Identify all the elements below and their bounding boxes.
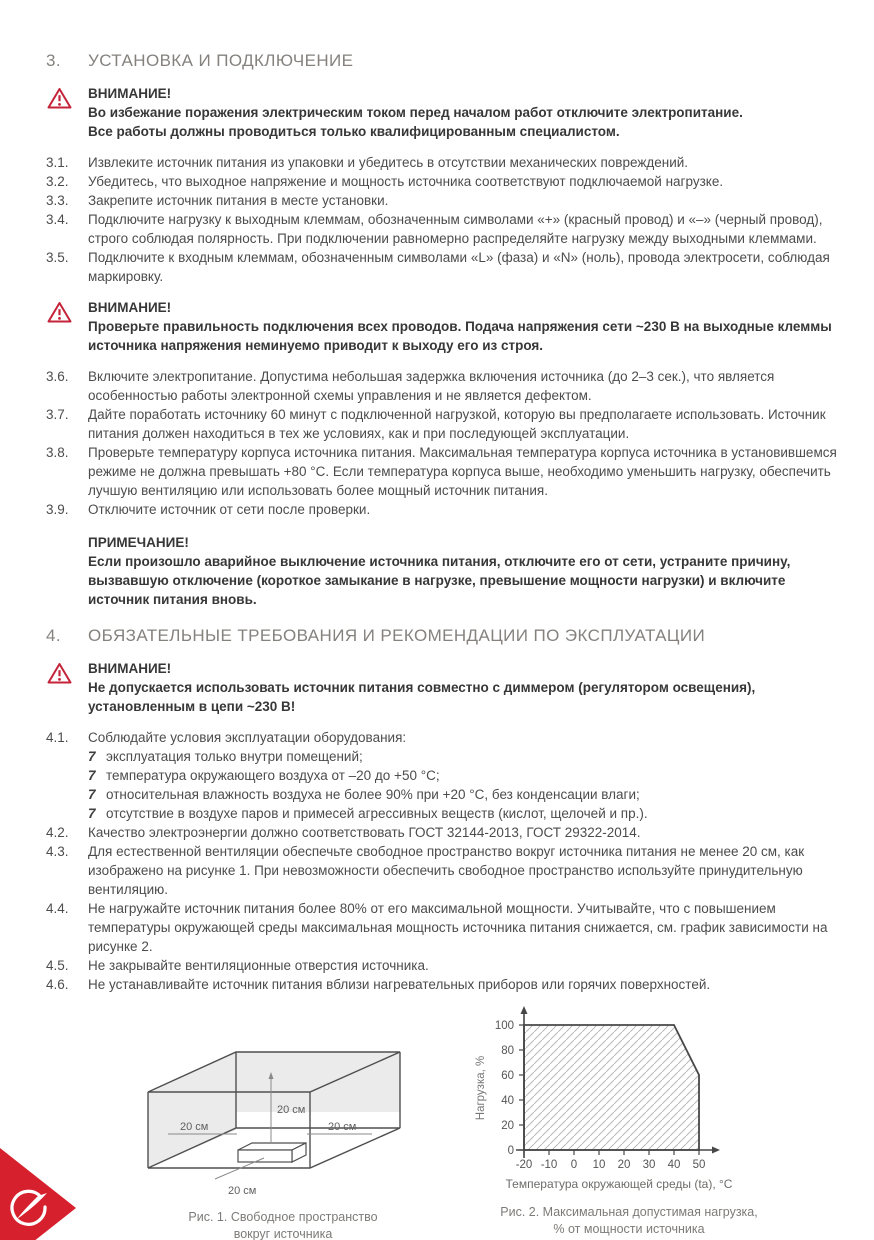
warning-block-2 [46, 298, 840, 355]
room-clearance-drawing [118, 1000, 448, 1200]
x-tick: -10 [540, 1159, 558, 1171]
warning1-line2: Все работы должны проводиться только квалифицированным специалистом. [88, 124, 620, 139]
x-tick: 50 [692, 1159, 706, 1171]
arrow-bullet-icon: 7 [88, 787, 96, 802]
section4-title: ОБЯЗАТЕЛЬНЫЕ ТРЕБОВАНИЯ И РЕКОМЕНДАЦИИ ПО ЭКСПЛУАТАЦИИ [88, 626, 706, 645]
list-item: 3.6. Включите электропитание. Допустима небольшая задержка включения источника (до 2–3 сек.), что является особенностью работы электронной схемы управления и не является дефектом. [46, 369, 775, 403]
y-tick: 80 [501, 1045, 514, 1057]
figure2-caption: Рис. 2. Максимальная допустимая нагрузка, % от мощности источника [500, 1205, 758, 1236]
figures-row [46, 1000, 840, 1240]
brand-logo [0, 1148, 80, 1240]
list-item: 3.3. Закрепите источник питания в месте установки. [46, 193, 389, 208]
bullet-item: 7 отсутствие в воздухе паров и примесей агрессивных веществ (кислот, щелочей и пр.). [88, 806, 648, 821]
y-tick: 40 [501, 1095, 514, 1107]
section3-title: УСТАНОВКА И ПОДКЛЮЧЕНИЕ [88, 51, 354, 70]
warning2-label: ВНИМАНИЕ! [88, 300, 172, 315]
arrow-bullet-icon: 7 [88, 749, 96, 764]
list-item: 3.8. Проверьте температуру корпуса источника питания. Максимальная температура корпуса источника в установившемся режиме не должна превышать +80 °C. Если температура корпуса выше, необходимо уменьшить нагрузку, обеспечить лучшую вентиляцию или использовать более мощный источник питания. [46, 445, 837, 498]
list-item: 3.4. Подключите нагрузку к выходным клеммам, обозначенным символами «+» (красный провод) и «–» (черный провод), строго соблюдая полярность. При подключении равномерно распределяйте нагрузку между выходными клеммами. [46, 212, 823, 246]
x-tick: 10 [592, 1159, 606, 1171]
figure1-clearance-diagram [118, 1000, 448, 1240]
list-item: 3.5. Подключите к входным клеммам, обозначенным символами «L» (фаза) и «N» (ноль), провода электросети, соблюдая маркировку. [46, 250, 830, 284]
y-tick: 60 [501, 1070, 514, 1082]
note-label: ПРИМЕЧАНИЕ! [88, 535, 189, 550]
list-3-6-to-3-9 [46, 367, 840, 519]
bullet-item: 7 эксплуатация только внутри помещений; [88, 749, 363, 764]
warning-triangle-icon [46, 298, 88, 355]
warning-triangle-icon [46, 84, 88, 141]
warning3-text: Не допускается использовать источник питания совместно с диммером (регулятором освещения), установленным в цепи ~230 В! [88, 680, 756, 714]
allowed-load-area [524, 1025, 699, 1150]
y-tick: 100 [494, 1020, 514, 1032]
list-item: 3.7. Дайте поработать источнику 60 минут с подключенной нагрузкой, которую вы предполагаете использовать. Источник питания должен находиться в тех же условиях, как и при последующей эксплуатации. [46, 407, 826, 441]
warning1-line1: Во избежание поражения электрическим током перед началом работ отключите электропитание. [88, 105, 743, 120]
list-4-1-to-4-6 [46, 728, 840, 994]
warning2-text: Проверьте правильность подключения всех проводов. Подача напряжения сети ~230 В на выходные клеммы источника напряжения неминуемо приводит к выходу его из строя. [88, 319, 832, 353]
note-block [46, 533, 840, 609]
list-item: 3.9. Отключите источник от сети после проверки. [46, 502, 371, 517]
warning-triangle-icon [46, 659, 88, 716]
y-axis-label: Нагрузка, % [475, 1055, 487, 1121]
arrow-bullet-icon: 7 [88, 806, 96, 821]
section4-number: 4. [46, 626, 61, 645]
list-item: 4.2. Качество электроэнергии должно соответствовать ГОСТ 32144-2013, ГОСТ 29322-2014. [46, 825, 641, 840]
dim-label-left: 20 см [180, 1121, 209, 1133]
list-item: 3.1. Извлеките источник питания из упаковки и убедитесь в отсутствии механических повреждений. [46, 155, 689, 170]
section4-heading [46, 625, 840, 647]
warning3-label: ВНИМАНИЕ! [88, 661, 172, 676]
y-tick: 0 [507, 1145, 514, 1157]
x-tick: 30 [642, 1159, 656, 1171]
list-item: 3.2. Убедитесь, что выходное напряжение и мощность источника соответствуют подключаемой нагрузке. [46, 174, 724, 189]
dim-label-up: 20 см [277, 1104, 306, 1116]
arrow-bullet-icon: 7 [88, 768, 96, 783]
list-3-1-to-3-5 [46, 153, 840, 286]
list-item: 4.3. Для естественной вентиляции обеспечьте свободное пространство вокруг источника питания не менее 20 см, как изображено на рисунке 1. При невозможности обеспечить свободное пространство используйте принудительную вентиляцию. [46, 844, 805, 897]
x-tick: -20 [515, 1159, 533, 1171]
dim-label-right: 20 см [328, 1121, 357, 1133]
warning-block-1 [46, 84, 840, 141]
x-tick: 20 [617, 1159, 631, 1171]
list-item: 4.1. Соблюдайте условия эксплуатации оборудования: [46, 730, 407, 745]
list-item: 4.4. Не нагружайте источник питания более 80% от его максимальной мощности. Учитывайте, что с повышением температуры окружающей среды максимальная мощность источника питания снижается, см. график зависимости на рисунке 2. [46, 901, 828, 954]
section3-number: 3. [46, 51, 61, 70]
warning1-label: ВНИМАНИЕ! [88, 86, 172, 101]
list-item: 4.5. Не закрывайте вентиляционные отверстия источника. [46, 958, 429, 973]
list-item: 4.6. Не устанавливайте источник питания вблизи нагревательных приборов или горячих поверхностей. [46, 977, 711, 992]
x-tick: 40 [667, 1159, 681, 1171]
section3-heading [46, 50, 840, 72]
derating-chart [454, 1000, 784, 1195]
x-tick: 0 [570, 1159, 578, 1171]
figure1-caption: Рис. 1. Свободное пространство вокруг источника [188, 1210, 378, 1240]
note-text: Если произошло аварийное выключение источника питания, отключите его от сети, устраните причину, вызвавшую отключение (короткое замыкание в нагрузке, превышение мощности нагрузки) и включите источник питания вновь. [88, 554, 791, 607]
y-tick: 20 [501, 1120, 514, 1132]
bullet-item: 7 относительная влажность воздуха не более 90% при +20 °C, без конденсации влаги; [88, 787, 640, 802]
figure2-load-chart [454, 1000, 804, 1238]
bullet-item: 7 температура окружающего воздуха от –20 до +50 °C; [88, 768, 440, 783]
dim-label-front: 20 см [228, 1185, 257, 1197]
x-axis-label: Температура окружающей среды (ta), °C [505, 1177, 733, 1191]
warning-block-3 [46, 659, 840, 716]
